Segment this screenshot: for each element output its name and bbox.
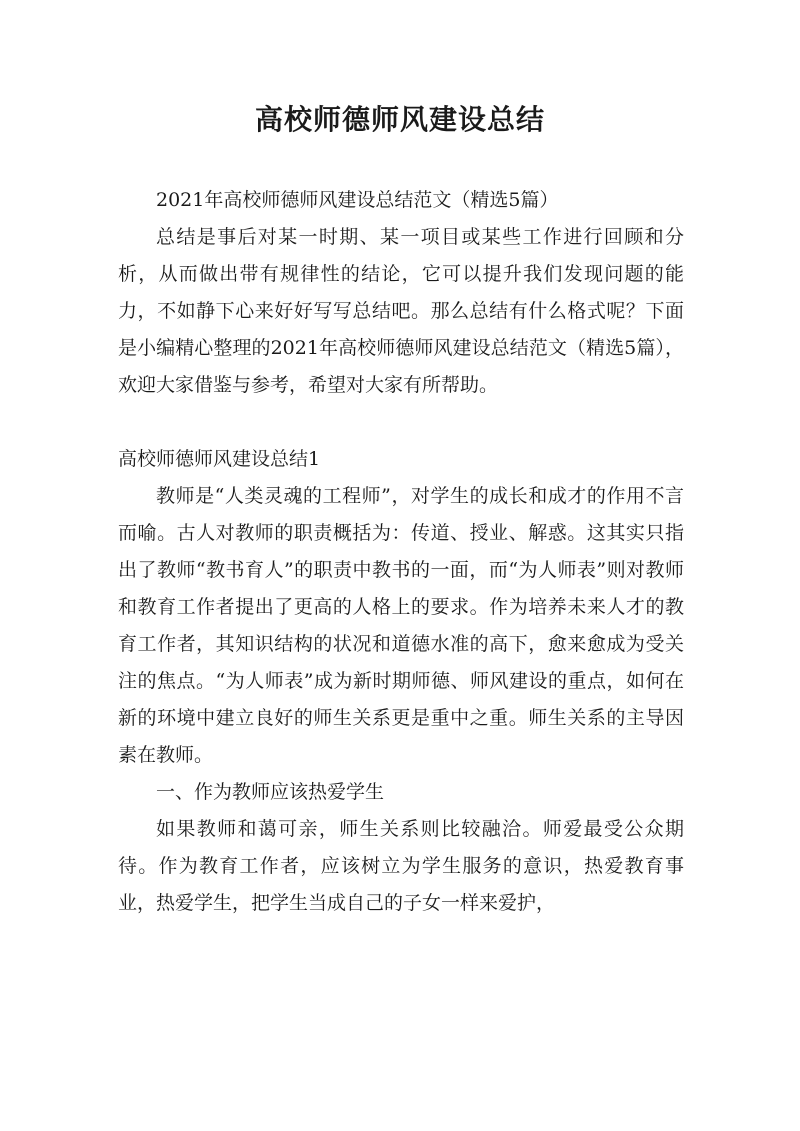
document-body xyxy=(118,182,684,922)
paragraph: 一、作为教师应该热爱学生 xyxy=(156,781,385,803)
paragraph-spacer xyxy=(118,404,684,441)
section-heading: 高校师德师风建设总结1 xyxy=(118,448,321,470)
paragraph: 如果教师和蔼可亲，师生关系则比较融洽。师爱最受公众期待。作为教育工作者，应该树立为学生服务的意识，热爱教育事业，热爱学生，把学生当成自己的子女一样来爱护， xyxy=(118,818,684,914)
paragraph: 总结是事后对某一时期、某一项目或某些工作进行回顾和分析，从而做出带有规律性的结论，它可以提升我们发现问题的能力，不如静下心来好好写写总结吧。那么总结有什么格式呢？下面是小编精心整理的2021年高校师德师风建设总结范文（精选5篇），欢迎大家借鉴与参考，希望对大家有所帮助。 xyxy=(118,226,684,396)
document-title: 高校师德师风建设总结 xyxy=(254,103,545,136)
paragraph: 2021年高校师德师风建设总结范文（精选5篇） xyxy=(156,189,559,211)
paragraph: 教师是“人类灵魂的工程师”，对学生的成长和成才的作用不言而喻。古人对教师的职责概括为：传道、授业、解惑。这其实只指出了教师“教书育人”的职责中教书的一面，而“为人师表”则对教师和教育工作者提出了更高的人格上的要求。作为培养未来人才的教育工作者，其知识结构的状况和道德水准的高下，愈来愈成为受关注的焦点。“为人师表”成为新时期师德、师风建设的重点，如何在新的环境中建立良好的师生关系更是重中之重。师生关系的主导因素在教师。 xyxy=(118,485,684,766)
